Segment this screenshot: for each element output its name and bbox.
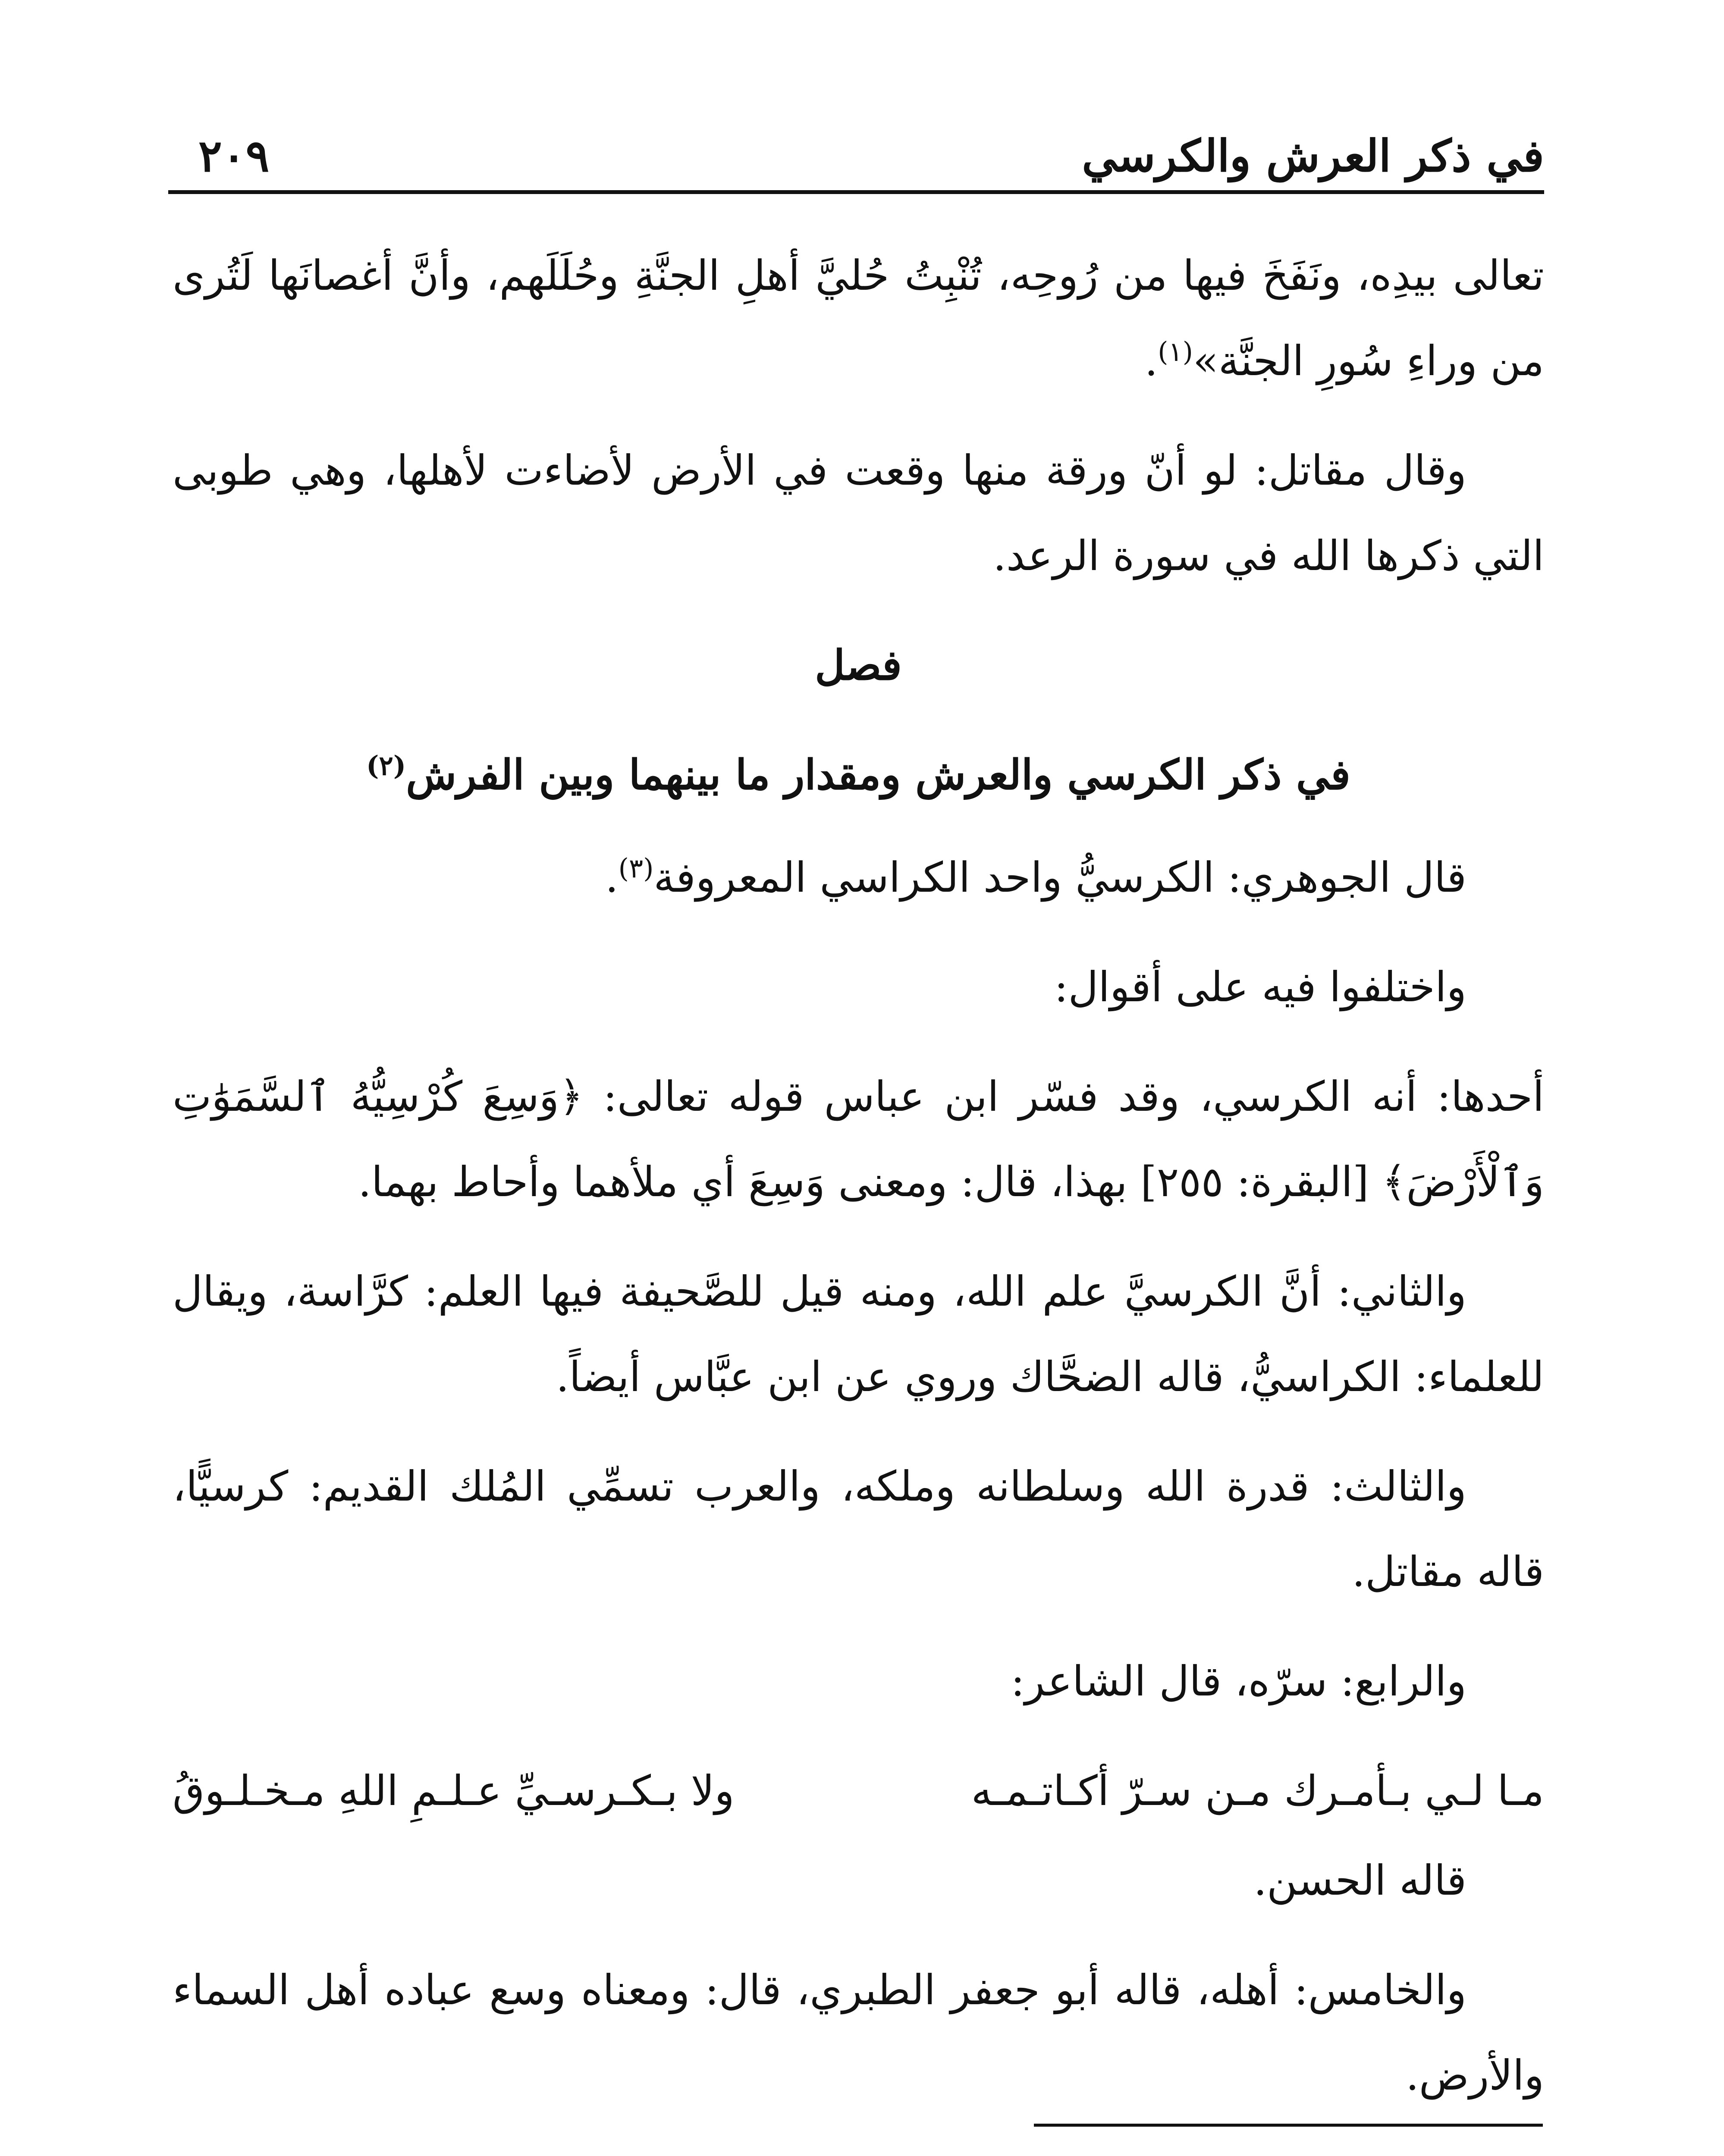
page-header [168,129,1544,194]
page-number: ٢٠٩ [198,130,270,182]
footnote-ref-2: (٢) [366,750,406,781]
paragraph-continuation: تعالى بيدِه، ونَفَخَ فيها من رُوحِه، تُنْبِتُ حُليَّ أهلِ الجنَّةِ وحُلَلَهم، وأنَّ أغصانَها لَتُرى من وراءِ سُورِ الجنَّة»$^{(١)}$. [173,251,1544,385]
verse-second-hemistich: ولا بـكـرسـيِّ عـلـمِ اللهِ مـخـلـوقُ [173,1767,735,1815]
footnote-1 [173,2150,1544,2156]
header-rule [168,190,1544,194]
poetry-verse [173,1748,1544,1833]
section-title [173,732,1544,818]
paragraph-third-opinion: والثالث: قدرة الله وسلطانه وملكه، والعرب تسمِّي المُلك القديم: كرسيًّا، قاله مقاتل. [173,1462,1544,1596]
paragraph-second-opinion: والثاني: أنَّ الكرسيَّ علم الله، ومنه قيل للصَّحيفة فيها العلم: كرَّاسة، ويقال للعلماء: الكراسيُّ، قاله الضحَّاك وروي عن ابن عبَّاس أيضاً. [173,1267,1544,1401]
running-title: في ذكر العرش والكرسي [1082,130,1544,182]
verse-first-hemistich: مـا لـي بـأمـرك مـن سـرّ أكـاتـمـه [971,1767,1544,1815]
footnotes [173,2150,1544,2156]
footnote-separator [1034,2124,1543,2127]
paragraph-fourth-opinion: والرابع: سرّه، قال الشاعر: [1011,1657,1466,1705]
paragraph-text: قال الجوهري: الكرسيُّ واحد الكراسي المعروفة [653,853,1466,902]
paragraph-first-opinion: أحدها: أنه الكرسي، وقد فسّر ابن عباس قوله تعالى: ﴿وَسِعَ كُرْسِيُّهُ ٱلسَّمَوَٰتِ وَٱلْأَرْضَ﴾ [البقرة: ٢٥٥] بهذا، قال: ومعنى وَسِعَ أي ملأهما وأحاط بهما. [173,1072,1544,1206]
paragraph-opinions-intro: واختلفوا فيه على أقوال: [1054,963,1466,1011]
verse-attribution: قاله الحسن. [1253,1856,1466,1905]
paragraph-muqatil: وقال مقاتل: لو أنّ ورقة منها وقعت في الأرض لأضاءت لأهلها، وهي طوبى التي ذكرها الله في سورة الرعد. [173,446,1544,580]
paragraph-fifth-opinion: والخامس: أهله، قاله أبو جعفر الطبري، قال: ومعناه وسع عباده أهل السماء والأرض. [173,1966,1544,2100]
paragraph-text: تعالى بيدِه، ونَفَخَ فيها من رُوحِه، تُنْبِتُ حُليَّ أهلِ الجنَّةِ وحُلَلَهم، وأنَّ أغصانَها لَتُرى من وراءِ سُورِ الجنَّة» [173,251,1544,385]
main-text [173,233,1544,2156]
section-kicker: فصل [815,641,902,689]
section-title-text: في ذكر الكرسي والعرش ومقدار ما بينهما وبين الفرش [406,750,1350,799]
footnote-ref-3: (٣) [618,852,654,884]
footnote-ref-1: (١) [1158,336,1193,367]
paragraph-jawhari: قال الجوهري: الكرسيُّ واحد الكراسي المعروفة$^{(٣)}$. [605,852,1466,902]
